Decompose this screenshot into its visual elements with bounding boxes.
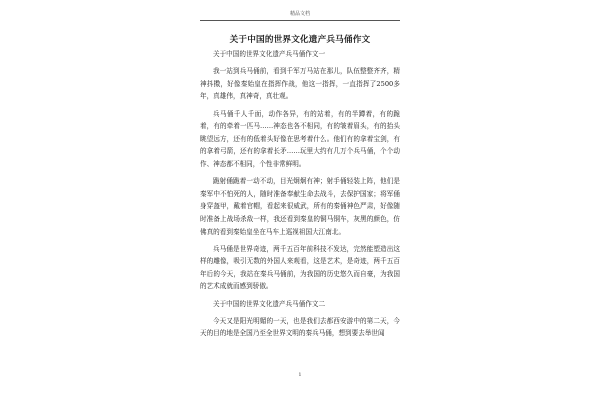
section-subtitle-2: 关于中国的世界文化遗产兵马俑作文二 [213,299,326,308]
document-page [182,0,418,400]
document-body [200,48,400,345]
paragraph: 跪射俑跪着一动不动，目光炯炯有神；射手俑轻装上阵，他们是秦军中不怕死的人，随时准备奉献生命去战斗，去保护国家；将军俑身穿盔甲，戴着官帽，看起来很威武，所有的秦俑神色严肃，好像随时准备上战场杀敌一样，我还看到秦皇的铜马铜车，灰黑的颜色，仿佛真的看到秦始皇坐在马车上巡视祖国大江南北。 [200,177,400,236]
paragraph: 兵马俑千人千面，动作各异，有的站着，有的半蹲着，有的跪着，有的牵着一匹马……神态也各不相同，有的皱着眉头，有的抬头眺望远方，还有的低着头好像在思考着什么。他们有的拿着宝剑，有的拿着弓箭，还有的拿着长矛……玩里大约有几万个兵马俑，个个动作、神态都不相同，个性非常鲜明。 [200,109,400,168]
header-label: 精品文档 [289,11,310,17]
section-subtitle-1: 关于中国的世界文化遗产兵马俑作文一 [213,50,326,58]
header-rule [200,20,400,21]
paragraph: 我一站到兵马俑前，看到千军万马站在那儿，队伍整整齐齐，精神抖擞，好像秦始皇在指挥作战，他这一指挥，一直指挥了2500多年，真雄伟，真神奇，真壮观。 [200,67,400,101]
page-number: 1 [298,372,302,378]
document-title: 关于中国的世界文化遗产兵马俑作文 [229,35,371,45]
paragraph: 今天又是阳光明媚的一天，也是我们去都西安游中的第二天，今天的目的地是全国乃至全世界文明的秦兵马俑，想到要去举世闻 [200,316,400,338]
paragraph: 兵马俑是世界奇迹，两千五百年前科技不发达，完然能塑造出这样的雕像，吸引无数的外国人来观看，这是艺术，是奇迹，两千五百年后的今天，我站在秦兵马俑前，为我国的历史悠久而自豪，为我国的艺术成就而感到骄傲。 [200,244,400,291]
